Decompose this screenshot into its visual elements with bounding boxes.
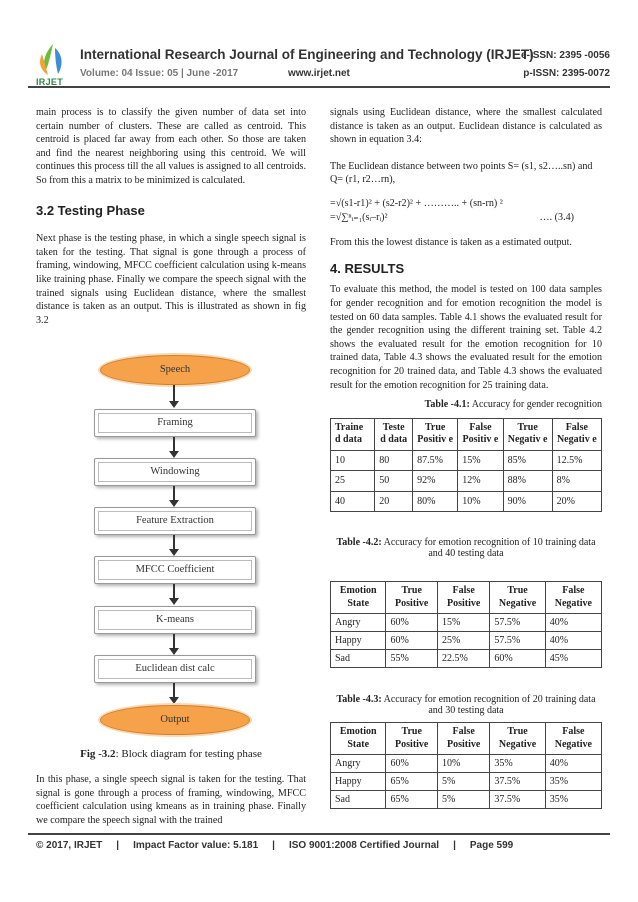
table-emotion-recognition-10 xyxy=(330,581,602,668)
table1-header: False Negativ e xyxy=(552,418,601,450)
table2-header: True Negative xyxy=(490,582,545,614)
right-paragraph-3: From this the lowest distance is taken as a estimated output. xyxy=(330,237,572,249)
left-paragraph-3: In this phase, a single speech signal is taken for the testing. That signal is gone through a process of framing, windowing, MFCC coefficient calculation using kmeans as in training phase. Finally we compare the speech signal with the trained xyxy=(36,774,306,826)
flow-arrow xyxy=(173,634,175,649)
table1-label: Table -4.1: xyxy=(424,399,470,411)
flow-step-label: Feature Extraction xyxy=(136,515,214,526)
flow-arrow xyxy=(173,535,175,550)
table1-header: True Negativ e xyxy=(503,418,552,450)
flow-step-feature-extraction xyxy=(94,507,256,535)
table3-header: False Negative xyxy=(545,723,601,755)
testing-block-diagram xyxy=(36,345,306,745)
table2-header: False Positive xyxy=(438,582,490,614)
table2-header: Emotion State xyxy=(331,582,386,614)
table-row xyxy=(331,791,602,809)
figure-caption xyxy=(36,748,306,760)
right-column xyxy=(330,106,602,512)
table-cell: 25 xyxy=(331,471,375,492)
table-cell: Sad xyxy=(331,650,386,668)
equation-line-1: =√(s1-r1)² + (s2-r2)² + ……….. + (sn-rn) ² xyxy=(330,197,503,209)
flow-step-label: Windowing xyxy=(150,466,200,477)
table2-block xyxy=(330,537,602,668)
pissn: p-ISSN: 2395-0072 xyxy=(523,68,610,79)
table-cell: 35% xyxy=(490,755,545,773)
flow-end-output: Output xyxy=(100,705,250,735)
table-cell: 20% xyxy=(552,491,601,512)
table-cell: 45% xyxy=(545,650,601,668)
table-cell: 37.5% xyxy=(490,791,545,809)
table-cell: 15% xyxy=(458,450,503,471)
table3-header: True Negative xyxy=(490,723,545,755)
footer-iso: ISO 9001:2008 Certified Journal xyxy=(288,840,440,851)
table-cell: 8% xyxy=(552,471,601,492)
table3-header: False Positive xyxy=(438,723,490,755)
table-cell: 92% xyxy=(413,471,458,492)
figure-label: Fig -3.2 xyxy=(80,748,116,760)
table-cell: 80 xyxy=(375,450,413,471)
table-cell: 37.5% xyxy=(490,773,545,791)
equation-expression: =√∑ⁿᵢ₌₁(sᵢ–rᵢ)² xyxy=(330,211,388,223)
flow-arrow xyxy=(173,486,175,501)
table-row xyxy=(331,755,602,773)
table-cell: 10% xyxy=(438,755,490,773)
figure-text: : Block diagram for testing phase xyxy=(115,748,262,760)
journal-website-link[interactable]: www.irjet.net xyxy=(288,68,350,79)
table-cell: 80% xyxy=(413,491,458,512)
table-row xyxy=(331,650,602,668)
table-cell: 5% xyxy=(438,773,490,791)
table-emotion-recognition-20 xyxy=(330,722,602,809)
table-row xyxy=(331,773,602,791)
table3-caption-text: Accuracy for emotion recognition of 20 training data and 30 testing data xyxy=(381,694,596,716)
flow-step-label: MFCC Coefficient xyxy=(135,564,215,575)
table1-header: True Positiv e xyxy=(413,418,458,450)
section-heading-testing: 3.2 Testing Phase xyxy=(36,202,145,218)
flow-arrow xyxy=(173,437,175,452)
footer-page: Page 599 xyxy=(469,840,514,851)
flow-step-euclidean xyxy=(94,655,256,683)
table-cell: Sad xyxy=(331,791,386,809)
table-cell: 5% xyxy=(438,791,490,809)
table3-label: Table -4.3: xyxy=(336,694,382,705)
table-cell: 60% xyxy=(386,614,438,632)
table-cell: 57.5% xyxy=(490,632,545,650)
table2-header: True Positive xyxy=(386,582,438,614)
footer-divider xyxy=(28,833,610,835)
table-cell: Happy xyxy=(331,632,386,650)
equation-number: …. (3.4) xyxy=(539,211,574,223)
left-paragraph-2: Next phase is the testing phase, in which a single speech signal is taken for the testing. That signal is gone through a process of framing, windowing, MFCC coefficient calculation using k-means like training phase. Finally we compare the speech signal with the trained signals using Euclidean distance, where the smallest distance is taken as an output. This is illustrated as shown in fig 3.2 xyxy=(36,233,306,326)
flow-step-windowing xyxy=(94,458,256,486)
table-row xyxy=(331,632,602,650)
right-paragraph-2: The Euclidean distance between two points S= (s1, s2…..sn) and Q= (r1, r2…rn), xyxy=(330,160,593,186)
flow-step-framing xyxy=(94,409,256,437)
table2-header: False Negative xyxy=(545,582,601,614)
table-cell: 10 xyxy=(331,450,375,471)
table-cell: 20 xyxy=(375,491,413,512)
table-cell: 65% xyxy=(386,773,438,791)
flow-arrow xyxy=(173,385,175,402)
table2-caption-text: Accuracy for emotion recognition of 10 training data and 40 testing data xyxy=(381,537,596,559)
left-column xyxy=(36,106,306,327)
table-gender-recognition xyxy=(330,418,602,513)
journal-title: International Research Journal of Engineering and Technology (IRJET) xyxy=(80,47,534,62)
header-divider xyxy=(28,86,610,88)
table-cell: 40% xyxy=(545,755,601,773)
table-cell: 87.5% xyxy=(413,450,458,471)
footer-impact: Impact Factor value: 5.181 xyxy=(133,840,259,851)
right-paragraph-4: To evaluate this method, the model is tested on 100 data samples for gender recognition and for emotion recognition the model is tested on 60 data samples. Table 4.1 shows the evaluated result for the gender recognition using the different training set. Table 4.2 shows the evaluated result for the emotion recognition for 10 trained data, Table 4.3 shows the evaluated result for the emotion recognition for 20 trained data, and Table 4.3 shows the evaluated result for the emotion recognition for 25 training data. xyxy=(330,284,602,391)
table-cell: 85% xyxy=(503,450,552,471)
logo-text: IRJET xyxy=(36,77,64,87)
flow-arrow xyxy=(173,683,175,698)
table1-caption xyxy=(330,398,602,412)
table-cell: 60% xyxy=(386,755,438,773)
table-cell: Angry xyxy=(331,614,386,632)
table-cell: 40 xyxy=(331,491,375,512)
table-cell: 40% xyxy=(545,614,601,632)
right-paragraph-1: signals using Euclidean distance, where the smallest calculated distance is taken as an output. Euclidean distance is calculated as shown in equation 3.4: xyxy=(330,107,602,146)
table-cell: 60% xyxy=(490,650,545,668)
table-row xyxy=(331,614,602,632)
footer: © 2017, IRJET | Impact Factor value: 5.181 | ISO 9001:2008 Certified Journal | Page 599 xyxy=(36,840,514,851)
flow-start-speech: Speech xyxy=(100,355,250,385)
table-cell: 10% xyxy=(458,491,503,512)
table-cell: 15% xyxy=(438,614,490,632)
table-cell: 12.5% xyxy=(552,450,601,471)
left-paragraph-1: main process is to classify the given number of data set into certain number of clusters. These are called as centroid. This centroid is placed far away from each other. So those are taken and find the nearest neighboring using this centroid. We will continues this process till the all values is assigned to all centroids. So from this a matrix to be minimized is calculated. xyxy=(36,107,306,186)
table-cell: Happy xyxy=(331,773,386,791)
table-cell: 12% xyxy=(458,471,503,492)
section-heading-results: 4. RESULTS xyxy=(330,260,405,276)
table-row xyxy=(331,450,602,471)
flow-step-label: Framing xyxy=(157,417,193,428)
table1-header: Traine d data xyxy=(331,418,375,450)
table3-block xyxy=(330,694,602,809)
left-bottom-text xyxy=(36,773,306,827)
table1-header: Teste d data xyxy=(375,418,413,450)
equation-line-2 xyxy=(330,211,602,225)
table-cell: 35% xyxy=(545,791,601,809)
table-cell: 65% xyxy=(386,791,438,809)
table3-header: True Positive xyxy=(386,723,438,755)
table-cell: 50 xyxy=(375,471,413,492)
table-cell: 88% xyxy=(503,471,552,492)
flow-step-kmeans xyxy=(94,606,256,634)
volume-issue: Volume: 04 Issue: 05 | June -2017 xyxy=(80,68,239,79)
table-cell: 35% xyxy=(545,773,601,791)
flow-step-label: K-means xyxy=(156,614,194,625)
table-cell: 57.5% xyxy=(490,614,545,632)
eissn: e-ISSN: 2395 -0056 xyxy=(521,50,610,61)
footer-copyright: © 2017, IRJET xyxy=(36,840,103,851)
table1-header: False Positiv e xyxy=(458,418,503,450)
table3-caption xyxy=(330,694,602,716)
table2-caption xyxy=(330,537,602,559)
table-cell: 22.5% xyxy=(438,650,490,668)
table-cell: 25% xyxy=(438,632,490,650)
table-cell: 60% xyxy=(386,632,438,650)
table1-caption-text: Accuracy for gender recognition xyxy=(469,399,602,411)
table3-header: Emotion State xyxy=(331,723,386,755)
flow-step-mfcc xyxy=(94,556,256,584)
table-cell: Angry xyxy=(331,755,386,773)
table-row xyxy=(331,491,602,512)
irjet-logo-icon xyxy=(36,42,70,80)
table-cell: 90% xyxy=(503,491,552,512)
table-cell: 40% xyxy=(545,632,601,650)
table2-label: Table -4.2: xyxy=(336,537,382,548)
flow-arrow xyxy=(173,584,175,599)
table-cell: 55% xyxy=(386,650,438,668)
flow-step-label: Euclidean dist calc xyxy=(135,663,215,674)
table-row xyxy=(331,471,602,492)
